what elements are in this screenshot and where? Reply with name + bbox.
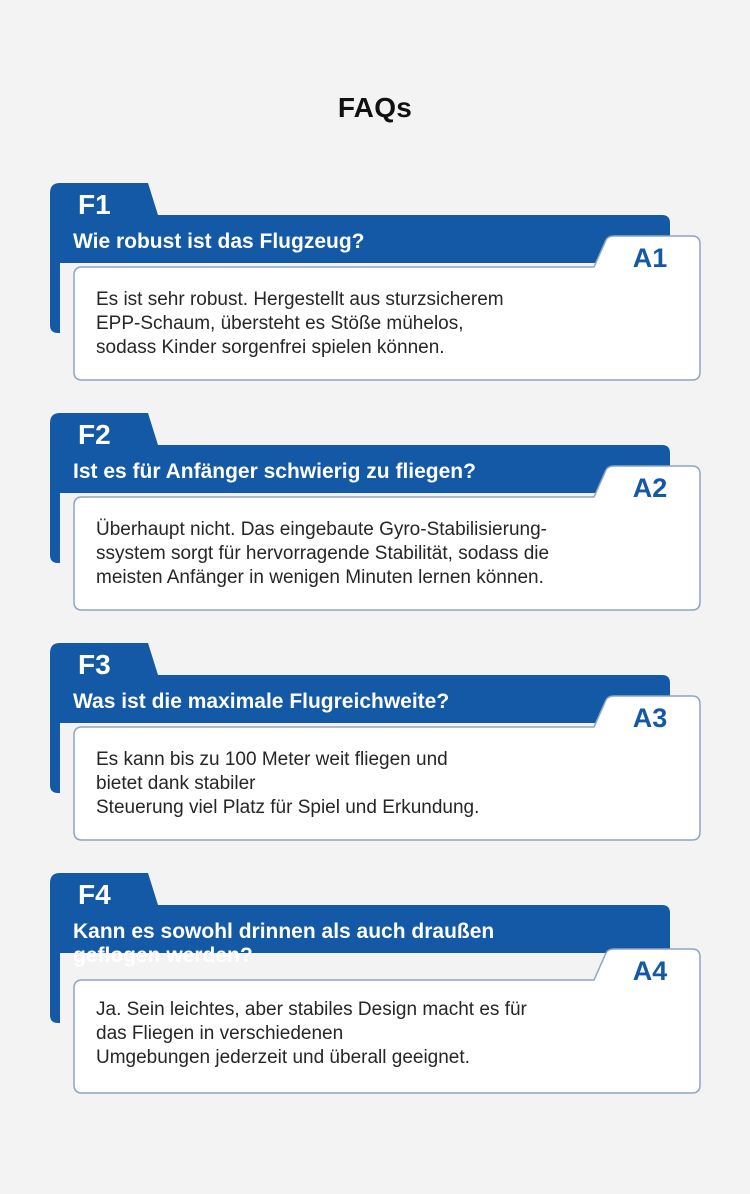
question-text-3: Was ist die maximale Flugreichweite? bbox=[73, 690, 450, 713]
answer-text-4 bbox=[96, 998, 656, 1070]
answer-line: bietet dank stabiler bbox=[96, 773, 256, 794]
faq-item-4 bbox=[0, 873, 750, 1095]
question-tag-2: F2 bbox=[78, 419, 111, 450]
answer-line: Ja. Sein leichtes, aber stabiles Design macht es für bbox=[96, 999, 527, 1020]
question-tag-4: F4 bbox=[78, 879, 111, 910]
answer-tag-3: A3 bbox=[632, 703, 668, 733]
faq-item-3 bbox=[0, 643, 750, 843]
faq-item-1 bbox=[0, 183, 750, 383]
page-title: FAQs bbox=[337, 92, 413, 123]
question-tag-3: F3 bbox=[78, 649, 111, 680]
question-text-1: Wie robust ist das Flugzeug? bbox=[73, 230, 365, 253]
answer-text-1 bbox=[96, 288, 656, 360]
answer-line: Es ist sehr robust. Hergestellt aus sturzsicherem bbox=[96, 289, 504, 310]
answer-line: Steuerung viel Platz für Spiel und Erkundung. bbox=[96, 797, 480, 818]
answer-tag-4: A4 bbox=[632, 956, 668, 986]
question-text-2: Ist es für Anfänger schwierig zu fliegen? bbox=[73, 460, 476, 483]
answer-line: Überhaupt nicht. Das eingebaute Gyro-Stabilisierung- bbox=[96, 519, 547, 540]
answer-line: Es kann bis zu 100 Meter weit fliegen und bbox=[96, 749, 448, 770]
answer-line: das Fliegen in verschiedenen bbox=[96, 1023, 344, 1044]
answer-line: sodass Kinder sorgenfrei spielen können. bbox=[96, 337, 445, 358]
answer-line: meisten Anfänger in wenigen Minuten lernen können. bbox=[96, 567, 544, 588]
answer-tag-1: A1 bbox=[632, 243, 668, 273]
answer-line: EPP-Schaum, übersteht es Stöße mühelos, bbox=[96, 313, 464, 334]
answer-text-3 bbox=[96, 748, 656, 820]
answer-tag-2: A2 bbox=[632, 473, 668, 503]
faq-item-2 bbox=[0, 413, 750, 613]
question-text-4: Kann es sowohl drinnen als auch draußen geflogen werden? bbox=[73, 920, 495, 967]
answer-text-2 bbox=[96, 518, 656, 590]
answer-line: Umgebungen jederzeit und überall geeignet. bbox=[96, 1047, 470, 1068]
question-tag-1: F1 bbox=[78, 189, 111, 220]
answer-line: ssystem sorgt für hervorragende Stabilität, sodass die bbox=[96, 543, 550, 564]
